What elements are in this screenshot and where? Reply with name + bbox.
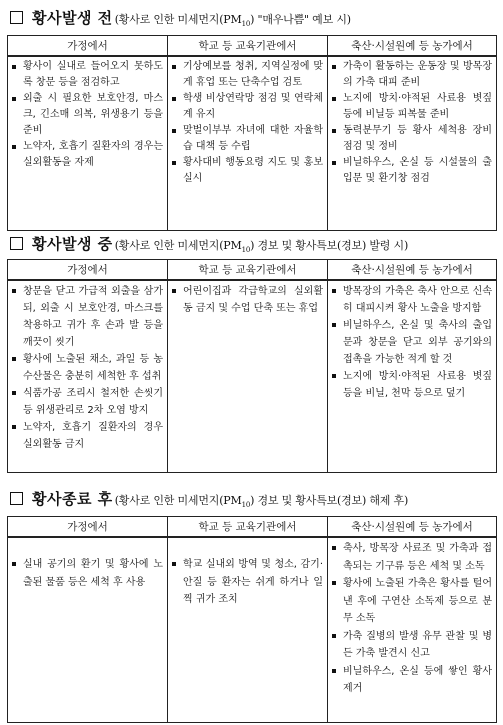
cell-home (8, 56, 168, 230)
bullet-item: 식품가공 조리시 철저한 손씻기 등 위생관리로 2차 오염 방지 (11, 385, 163, 419)
bullet-item: 황사이 실내로 들어오지 못하도록 창문 등을 점검하고 (11, 59, 163, 91)
bullet-item: 학교 실내외 방역 및 청소, 감기·안질 등 환자는 쉬게 하거나 일찍 귀가 조치 (171, 556, 323, 609)
bullet-item: 방목장의 가축은 축사 안으로 신속히 대피시켜 황사 노출을 방지함 (331, 283, 492, 317)
guideline-table (7, 259, 497, 473)
guideline-table (7, 516, 497, 723)
guideline-table (7, 35, 497, 231)
bullet-item: 외출 시 필요한 보호안경, 마스크, 긴소매 의복, 위생용기 등을 준비 (11, 91, 163, 139)
bullet-item: 기상예보를 청취, 지역실정에 맞게 휴업 또는 단축수업 검토 (171, 59, 323, 91)
section-before (7, 7, 496, 231)
bullet-item: 노지에 방치·야적된 사료용 볏짚 등에 비닐등 피복물 준비 (331, 91, 492, 123)
section-after (7, 488, 496, 723)
header-home: 가정에서 (8, 36, 168, 57)
bullet-item: 노약자, 호흡기 질환자의 경우는 실외활동을 자제 (11, 139, 163, 171)
bullet-item: 창문을 닫고 가급적 외출을 삼가되, 외출 시 보호안경, 마스크를 착용하고 귀가 후 손과 발 등을 깨끗이 씻기 (11, 283, 163, 351)
bullet-item: 비닐하우스, 온실 및 축사의 출입문과 창문을 닫고 외부 공기와의 접촉을 가능한 적게 할 것 (331, 317, 492, 368)
section-title: 황사발생 전 (32, 9, 113, 27)
header-school: 학교 등 교육기관에서 (168, 517, 328, 538)
checkbox-square-icon (10, 492, 23, 505)
section-heading (7, 7, 496, 29)
bullet-item: 가축 질병의 발생 유무 관찰 및 병든 가축 발견시 신고 (331, 628, 492, 663)
cell-farm (328, 537, 497, 722)
bullet-item: 실내 공기의 환기 및 황사에 노출된 물품 등은 세척 후 사용 (11, 556, 163, 591)
cell-home (8, 280, 168, 472)
header-home: 가정에서 (8, 517, 168, 538)
bullet-item: 노지에 방치·야적된 사료용 볏짚 등을 비닐, 천막 등으로 덮기 (331, 368, 492, 402)
section-during (7, 233, 496, 473)
header-home: 가정에서 (8, 260, 168, 281)
checkbox-square-icon (10, 11, 23, 24)
header-farm: 축산·시설원예 등 농가에서 (328, 36, 497, 57)
section-title: 황사종료 후 (32, 490, 113, 508)
header-school: 학교 등 교육기관에서 (168, 260, 328, 281)
section-subtitle: (황사로 인한 미세먼지$(PM_{10})$ 경보 및 황사특보(경보) 해제 후) (114, 494, 409, 510)
bullet-item: 비닐하우스, 온실 등 시설물의 출입문 및 환기창 점검 (331, 155, 492, 187)
section-subtitle: (황사로 인한 미세먼지$(PM_{10})$ 경보 및 황사특보(경보) 발령 시) (114, 239, 409, 255)
cell-school (168, 280, 328, 472)
bullet-item: 동력분무기 등 황사 세척용 장비 점검 및 정비 (331, 123, 492, 155)
bullet-item: 학생 비상연락망 점검 및 연락체계 유지 (171, 91, 323, 123)
bullet-item: 맞벌이부부 자녀에 대한 자율학습 대책 등 수립 (171, 123, 323, 155)
header-farm: 축산·시설원예 등 농가에서 (328, 517, 497, 538)
bullet-item: 축사, 방목장 사료조 및 가축과 접촉되는 기구류 등은 세척 및 소독 (331, 540, 492, 575)
section-subtitle: (황사로 인한 미세먼지$(PM_{10})$ "매우나쁨" 예보 시) (114, 13, 351, 29)
cell-farm (328, 56, 497, 230)
cell-school (168, 56, 328, 230)
cell-school (168, 537, 328, 722)
checkbox-square-icon (10, 237, 23, 250)
section-title: 황사발생 중 (32, 235, 113, 253)
section-heading (7, 488, 496, 510)
cell-farm (328, 280, 497, 472)
bullet-item: 황사대비 행동요령 지도 및 홍보 실시 (171, 155, 323, 187)
bullet-item: 비닐하우스, 온실 등에 쌓인 황사 제거 (331, 663, 492, 698)
bullet-item: 황사에 노출된 가축은 황사를 털어낸 후에 구연산 소독제 등으로 분무 소독 (331, 575, 492, 628)
bullet-item: 황사에 노출된 채소, 과일 등 농수산물은 충분히 세척한 후 섭취 (11, 351, 163, 385)
cell-home (8, 537, 168, 722)
header-school: 학교 등 교육기관에서 (168, 36, 328, 57)
section-heading (7, 233, 496, 255)
bullet-item: 노약자, 호흡기 질환자의 경우 실외활동 금지 (11, 419, 163, 453)
bullet-item: 가축이 활동하는 운동장 및 방목장의 가축 대피 준비 (331, 59, 492, 91)
bullet-item: 어린이집과 각급학교의 실외활동 금지 및 수업 단축 또는 휴업 (171, 283, 323, 317)
header-farm: 축산·시설원예 등 농가에서 (328, 260, 497, 281)
